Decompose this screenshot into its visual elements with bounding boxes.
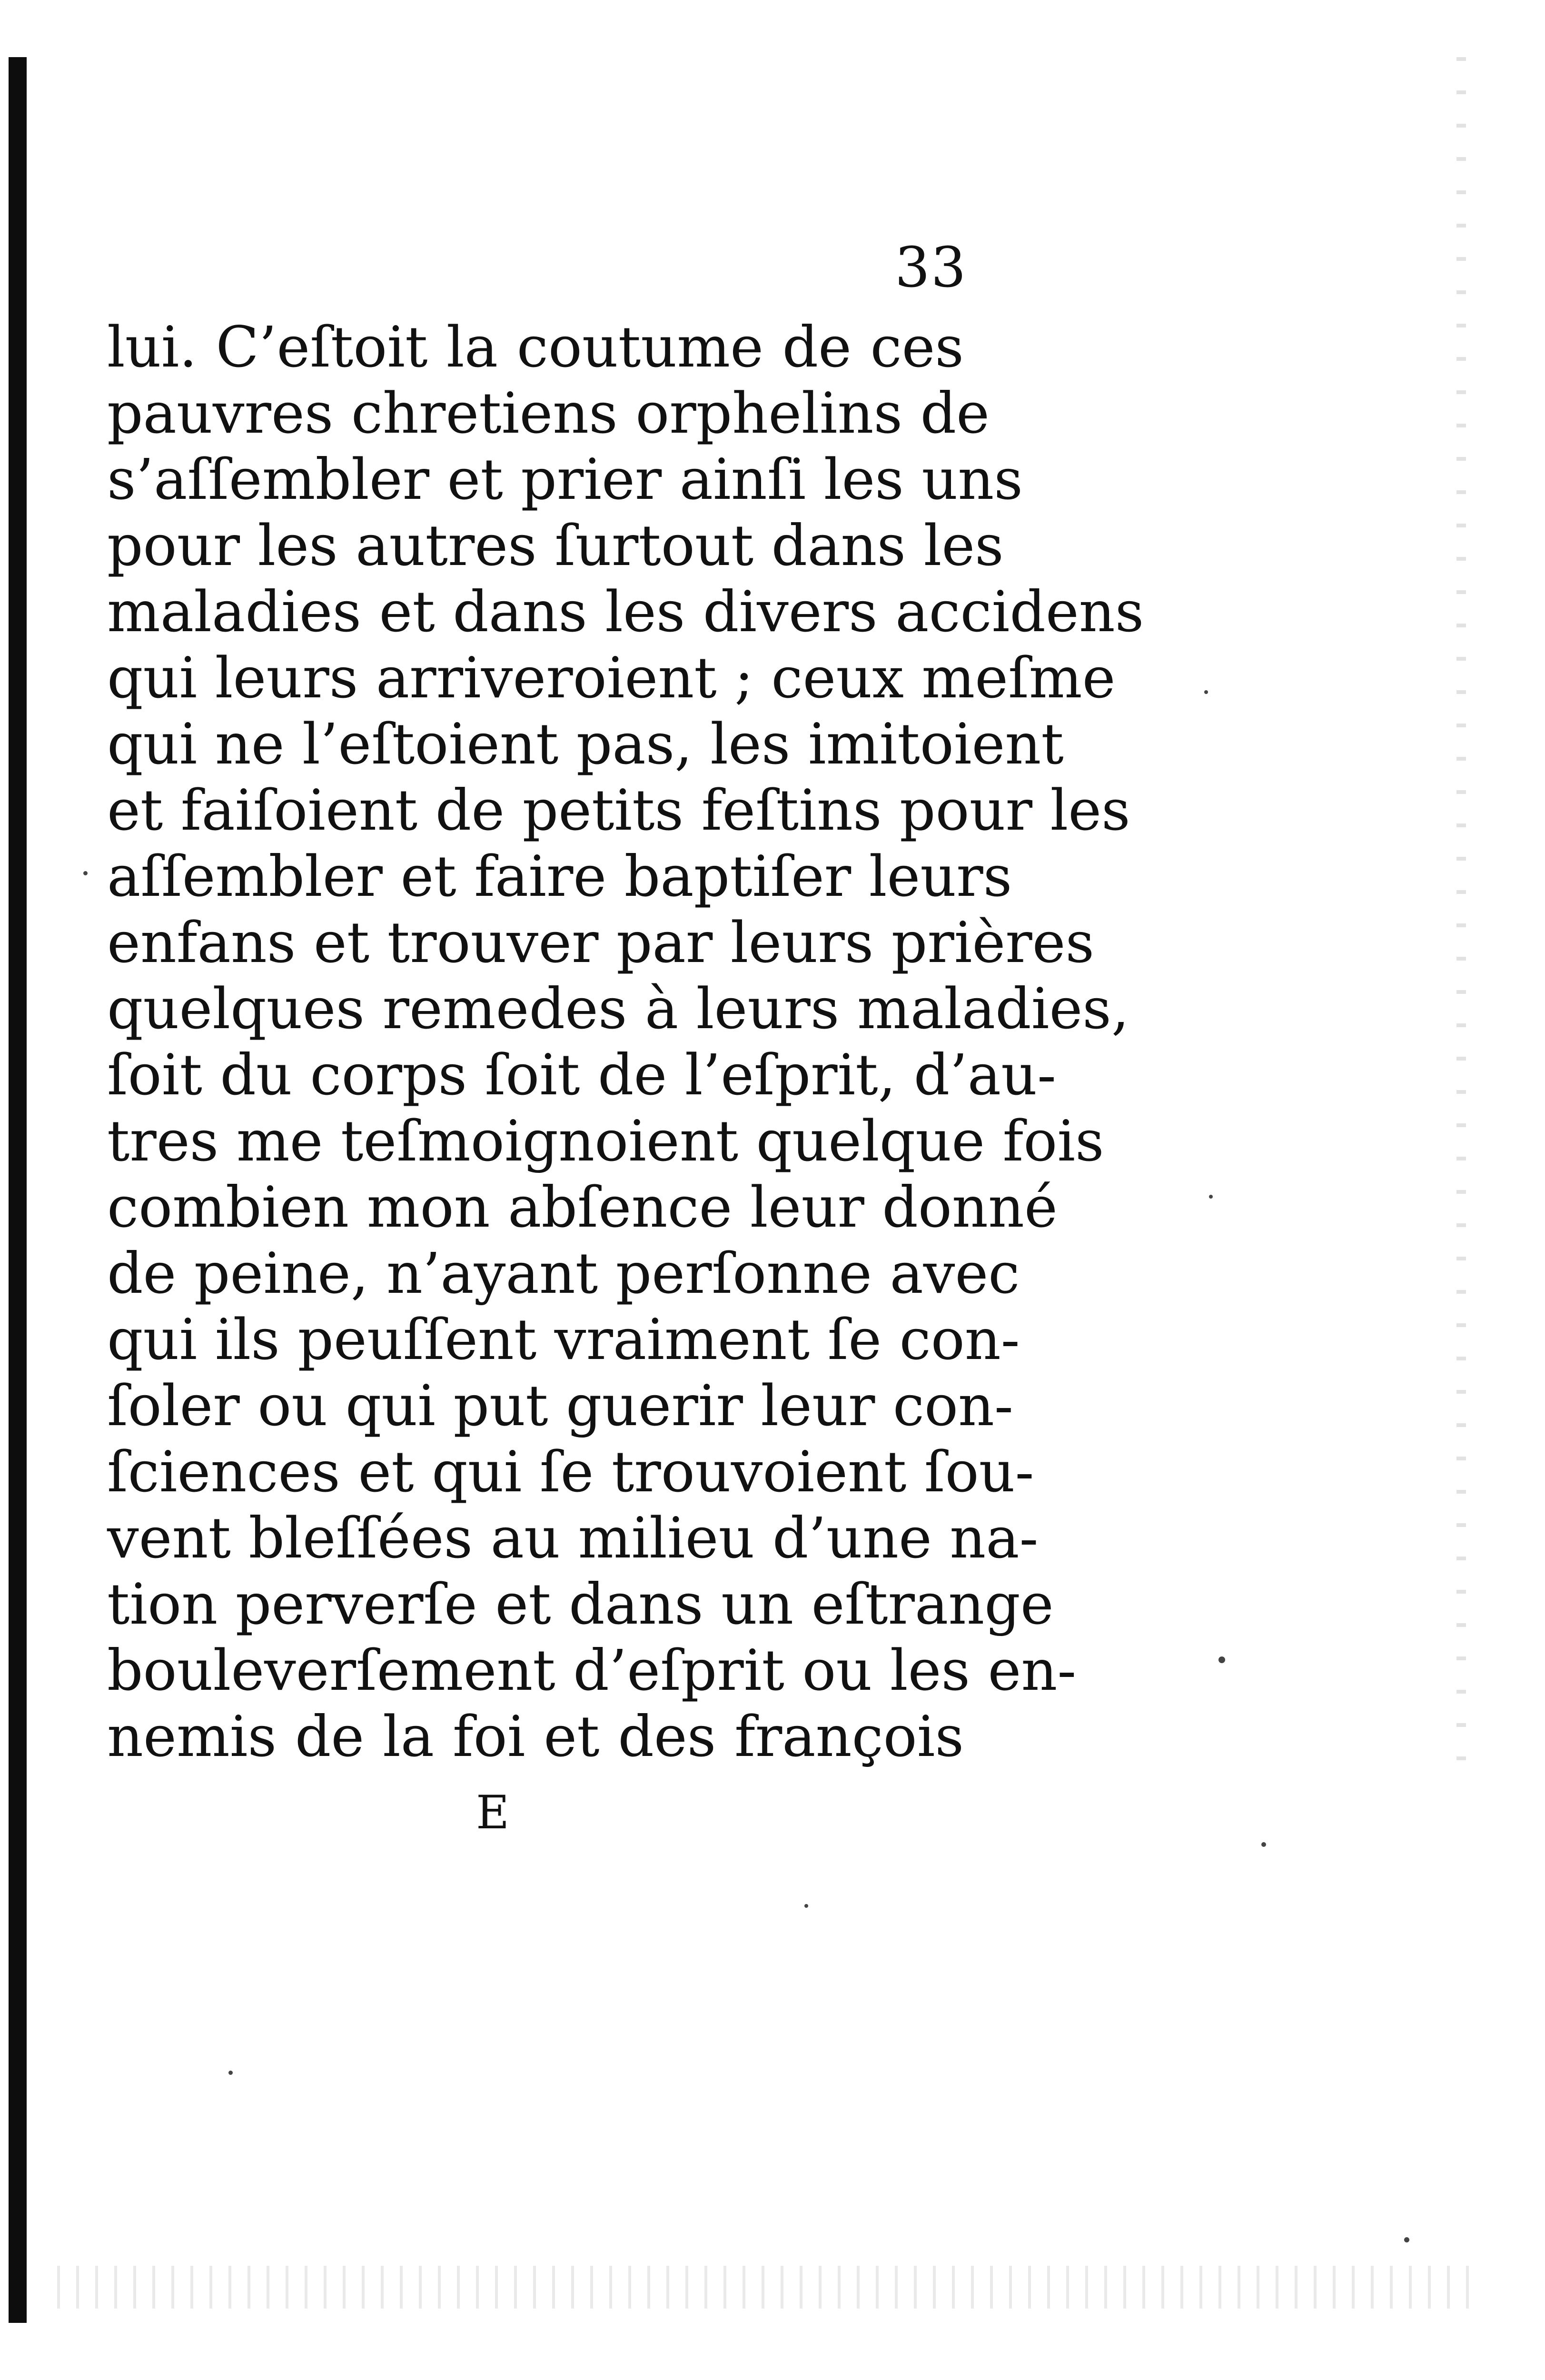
- text-line: combien mon abſence leur donné: [107, 1174, 1058, 1240]
- text-line: ſoler ou qui put guerir leur con-: [107, 1373, 1013, 1438]
- text-line: qui leurs arriveroient ; ceux meſme: [107, 645, 1116, 711]
- text-line: ſoit du corps ſoit de l’eſprit, d’au-: [107, 1042, 1056, 1108]
- text-line: pauvres chretiens orphelins de: [107, 380, 990, 446]
- text-line: de peine, n’ayant perſonne avec: [107, 1240, 1020, 1306]
- scan-noise-right: [1456, 57, 1466, 1771]
- text-line: qui ils peuſſent vraiment ſe con-: [107, 1307, 1020, 1372]
- text-line: et faiſoient de petits feſtins pour les: [107, 777, 1130, 843]
- text-line: enfans et trouver par leurs prières: [107, 910, 1095, 975]
- ink-speck: [1404, 2237, 1409, 2242]
- ink-speck: [1261, 1842, 1266, 1847]
- text-line: nemis de la foi et des françois: [107, 1704, 964, 1769]
- text-line: s’aſſembler et prier ainſi les uns: [107, 446, 1023, 512]
- text-line: tion perverſe et dans un eſtrange: [107, 1571, 1054, 1637]
- body-text: [107, 314, 1144, 1770]
- ink-speck: [228, 2071, 233, 2075]
- text-line: aſſembler et faire baptiſer leurs: [107, 843, 1012, 909]
- ink-speck: [1218, 1656, 1225, 1663]
- ink-speck: [83, 871, 88, 875]
- text-line: vent bleſſées au milieu d’une na-: [107, 1505, 1039, 1571]
- text-line: bouleverſement d’eſprit ou les en-: [107, 1637, 1077, 1703]
- text-line: qui ne l’eſtoient pas, les imitoient: [107, 711, 1064, 777]
- scan-noise-bottom: [57, 2266, 1485, 2309]
- text-line: maladies et dans les divers accidens: [107, 579, 1144, 645]
- page-number: 33: [895, 236, 967, 300]
- text-line: ſciences et qui ſe trouvoient ſou-: [107, 1439, 1034, 1505]
- signature-mark: E: [476, 1786, 510, 1839]
- ink-speck: [1209, 1195, 1213, 1199]
- ink-speck: [1204, 690, 1208, 694]
- text-line: quelques remedes à leurs maladies,: [107, 976, 1129, 1041]
- text-line: pour les autres ſurtout dans les: [107, 513, 1004, 578]
- text-line: lui. C’eſtoit la coutume de ces: [107, 314, 964, 380]
- text-line: tres me teſmoignoient quelque fois: [107, 1108, 1104, 1174]
- ink-speck: [804, 1904, 808, 1908]
- binding-edge: [9, 57, 27, 2323]
